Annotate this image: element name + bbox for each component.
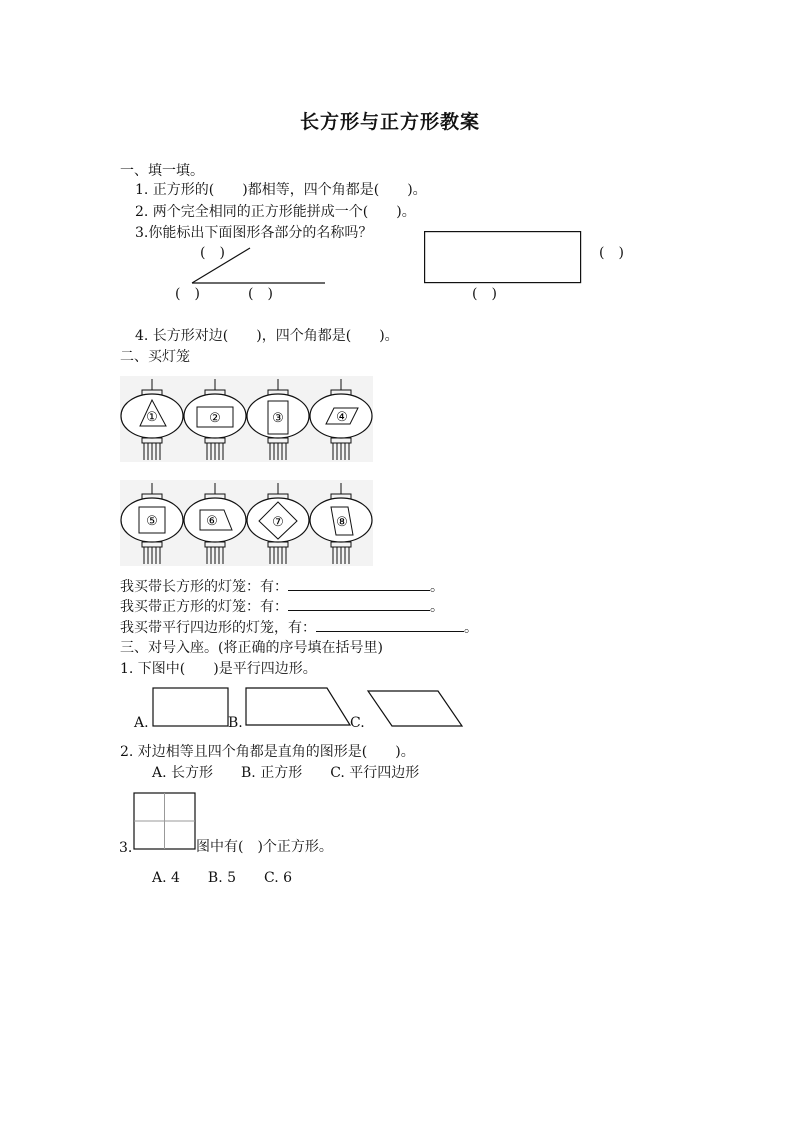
angle-figure — [170, 240, 330, 290]
answer-blank-square[interactable] — [288, 597, 430, 611]
buy-rectangle-text: 我买带长方形的灯笼：有： — [120, 579, 288, 595]
question-3-3: 图中有( )个正方形。 — [196, 839, 333, 855]
angle-vertex-side-paren: ( ) — [200, 245, 225, 261]
question-1-2: 2. 两个完全相同的正方形能拼成一个( )。 — [135, 204, 416, 220]
section2-heading: 二、买灯笼 — [120, 349, 190, 365]
page-title: 长方形与正方形教案 — [300, 111, 481, 133]
lantern-2-label: ② — [209, 411, 221, 426]
lantern-6-label: ⑥ — [206, 514, 218, 529]
option-c-label: C. — [350, 715, 365, 731]
question-3-2: 2. 对边相等且四个角都是直角的图形是( )。 — [120, 744, 415, 760]
rectangle-width-paren: ( ) — [599, 245, 624, 261]
answer-blank-rectangle[interactable] — [288, 577, 430, 591]
question-3-1: 1. 下图中( )是平行四边形。 — [120, 661, 317, 677]
shape-c-parallelogram — [368, 691, 462, 726]
shape-a-rectangle — [153, 688, 228, 726]
section1-heading: 一、填一填。 — [120, 163, 204, 179]
lantern-7-label: ⑦ — [272, 515, 284, 530]
lantern-row-2 — [120, 480, 373, 566]
angle-vertex-paren: ( ) — [175, 286, 200, 302]
option-shapes — [152, 687, 464, 729]
option-b-label: B. — [228, 715, 243, 731]
lantern-row-1 — [120, 376, 373, 462]
angle-side-paren: ( ) — [248, 286, 273, 302]
buy-rectangle-period: 。 — [430, 579, 444, 595]
lantern-4-label: ④ — [336, 410, 348, 425]
rectangle-figure — [424, 231, 582, 285]
section3-heading: 三、对号入座。(将正确的序号填在括号里) — [120, 640, 383, 656]
shape-b-trapezoid — [246, 688, 350, 725]
question-3-2-options: A. 长方形 B. 正方形 C. 平行四边形 — [152, 765, 420, 781]
question-3-3-number: 3. — [119, 840, 133, 856]
rectangle-length-paren: ( ) — [472, 286, 497, 302]
buy-parallelogram-text: 我买带平行四边形的灯笼，有： — [120, 620, 316, 636]
square-grid-figure — [133, 792, 197, 852]
question-1-4: 4. 长方形对边( )，四个角都是( )。 — [135, 328, 399, 344]
buy-square-period: 。 — [430, 599, 444, 615]
buy-square-line — [120, 597, 444, 616]
buy-square-text: 我买带正方形的灯笼：有： — [120, 599, 288, 615]
question-1-1: 1. 正方形的( )都相等，四个角都是( )。 — [135, 182, 427, 198]
buy-parallelogram-period: 。 — [464, 620, 478, 636]
question-3-3-options: A. 4 B. 5 C. 6 — [152, 870, 293, 886]
lantern-5-label: ⑤ — [146, 514, 158, 529]
question-1-3: 3.你能标出下面图形各部分的名称吗？ — [135, 225, 373, 241]
lantern-3-label: ③ — [272, 411, 284, 426]
option-a-label: A. — [134, 715, 149, 731]
buy-rectangle-line — [120, 577, 444, 596]
lantern-1-label: ① — [146, 410, 158, 425]
buy-parallelogram-line — [120, 618, 478, 637]
answer-blank-parallelogram[interactable] — [316, 618, 464, 632]
lantern-8-label: ⑧ — [336, 515, 348, 530]
